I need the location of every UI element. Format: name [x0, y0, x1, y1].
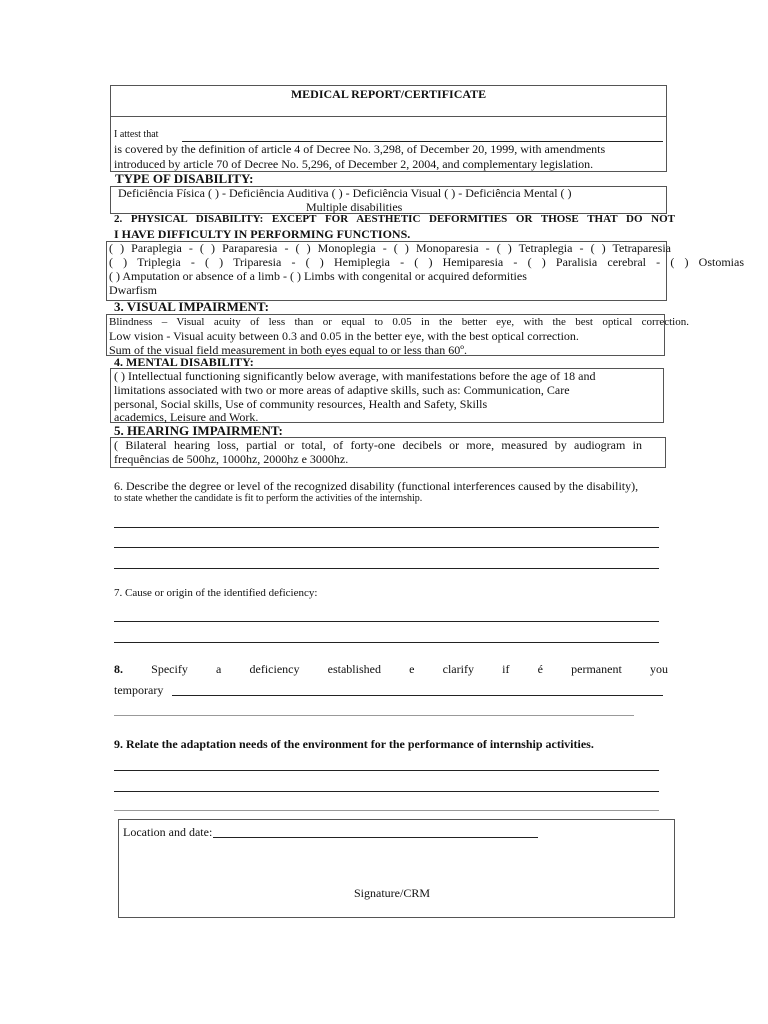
visual-heading: 3. VISUAL IMPAIRMENT: — [114, 299, 269, 314]
page-title: MEDICAL REPORT/CERTIFICATE — [290, 87, 487, 101]
q8-number: 8. — [114, 662, 123, 676]
q6-answer-line-1[interactable] — [114, 527, 659, 528]
mental-line2: limitations associated with two or more areas of adaptive skills, such as: Communication, Care — [114, 383, 570, 397]
q8-answer-line-2[interactable] — [114, 715, 634, 716]
q8-word: é — [537, 662, 543, 676]
q8-word: you — [649, 662, 668, 676]
type-options-line2: Multiple disabilities — [306, 200, 403, 214]
hearing-line1: ( Bilateral hearing loss, partial or total, of forty-one decibels or more, measured by audiogram in — [114, 438, 642, 452]
q8-word: e — [409, 662, 415, 676]
q8-answer-line-1[interactable] — [172, 695, 663, 696]
q8-line2: temporary — [114, 683, 164, 697]
q6-line2: to state whether the candidate is fit to perform the activities of the internship. — [114, 493, 423, 504]
hearing-line2: frequências de 500hz, 1000hz, 2000hz e 3000hz. — [114, 452, 349, 466]
q8-word: Specify — [151, 662, 188, 676]
q8-line1 — [114, 662, 668, 677]
physical-line2: ( ) Triplegia - ( ) Triparesia - ( ) Hemiplegia - ( ) Hemiparesia - ( ) Paralisia cerebral - ( ) Ostomias — [109, 255, 744, 269]
q8-word: a — [216, 662, 222, 676]
type-heading: TYPE OF DISABILITY: — [115, 171, 254, 186]
physical-line3: ( ) Amputation or absence of a limb - ( ) Limbs with congenital or acquired deformities — [109, 269, 527, 283]
q9-answer-line-2[interactable] — [114, 791, 659, 792]
visual-line2: Low vision - Visual acuity between 0.3 and 0.05 in the better eye, with the best optical correction. — [109, 329, 579, 343]
q6-line1: 6. Describe the degree or level of the recognized disability (functional interferences caused by the disability), — [114, 479, 639, 493]
q6-answer-line-3[interactable] — [114, 568, 659, 569]
mental-line4: academics, Leisure and Work. — [114, 410, 259, 424]
mental-heading: 4. MENTAL DISABILITY: — [114, 355, 254, 369]
q8-word: if — [502, 662, 510, 676]
mental-line1: ( ) Intellectual functioning significantly below average, with manifestations before the age of 18 and — [114, 369, 596, 383]
q6-answer-line-2[interactable] — [114, 547, 659, 548]
physical-heading-line2: I HAVE DIFFICULTY IN PERFORMING FUNCTIONS. — [114, 227, 411, 241]
physical-line4: Dwarfism — [109, 283, 157, 297]
q9-text: 9. Relate the adaptation needs of the environment for the performance of internship activities. — [114, 737, 594, 751]
q9-answer-line-1[interactable] — [114, 770, 659, 771]
visual-line3: Sum of the visual field measurement in both eyes equal to or less than 60º. — [109, 343, 467, 357]
mental-line3: personal, Social skills, Use of community resources, Health and Safety, Skills — [114, 397, 488, 411]
hearing-heading: 5. HEARING IMPAIRMENT: — [114, 423, 283, 438]
q7-text: 7. Cause or origin of the identified deficiency: — [114, 587, 318, 599]
signature-label: Signature/CRM — [354, 886, 431, 900]
visual-line1: Blindness – Visual acuity of less than or equal to 0.05 in the better eye, with the best optical correction. — [109, 316, 689, 328]
location-date-label: Location and date: — [123, 825, 213, 839]
q7-answer-line-1[interactable] — [114, 621, 659, 622]
attest-text-line1: is covered by the definition of article 4 of Decree No. 3,298, of December 20, 1999, with amendments — [114, 142, 606, 156]
type-options-line1: Deficiência Física ( ) - Deficiência Auditiva ( ) - Deficiência Visual ( ) - Deficiência Mental ( ) — [118, 186, 572, 200]
physical-line1: ( ) Paraplegia - ( ) Paraparesia - ( ) Monoplegia - ( ) Monoparesia - ( ) Tetraplegia - ( ) Tetraparesia — [109, 241, 671, 255]
physical-heading-line1: 2. PHYSICAL DISABILITY: EXCEPT FOR AESTHETIC DEFORMITIES OR THOSE THAT DO NOT — [114, 213, 675, 225]
q8-word: permanent — [571, 662, 622, 676]
q8-word: clarify — [442, 662, 474, 676]
location-date-line[interactable] — [213, 837, 538, 838]
header-box — [110, 85, 667, 117]
q9-answer-line-3[interactable] — [114, 810, 659, 811]
q7-answer-line-2[interactable] — [114, 642, 659, 643]
q8-word: deficiency — [249, 662, 300, 676]
q8-word: established — [327, 662, 381, 676]
attest-label: I attest that — [114, 129, 159, 140]
attest-text-line2: introduced by article 70 of Decree No. 5,296, of December 2, 2004, and complementary legislation. — [114, 157, 594, 171]
